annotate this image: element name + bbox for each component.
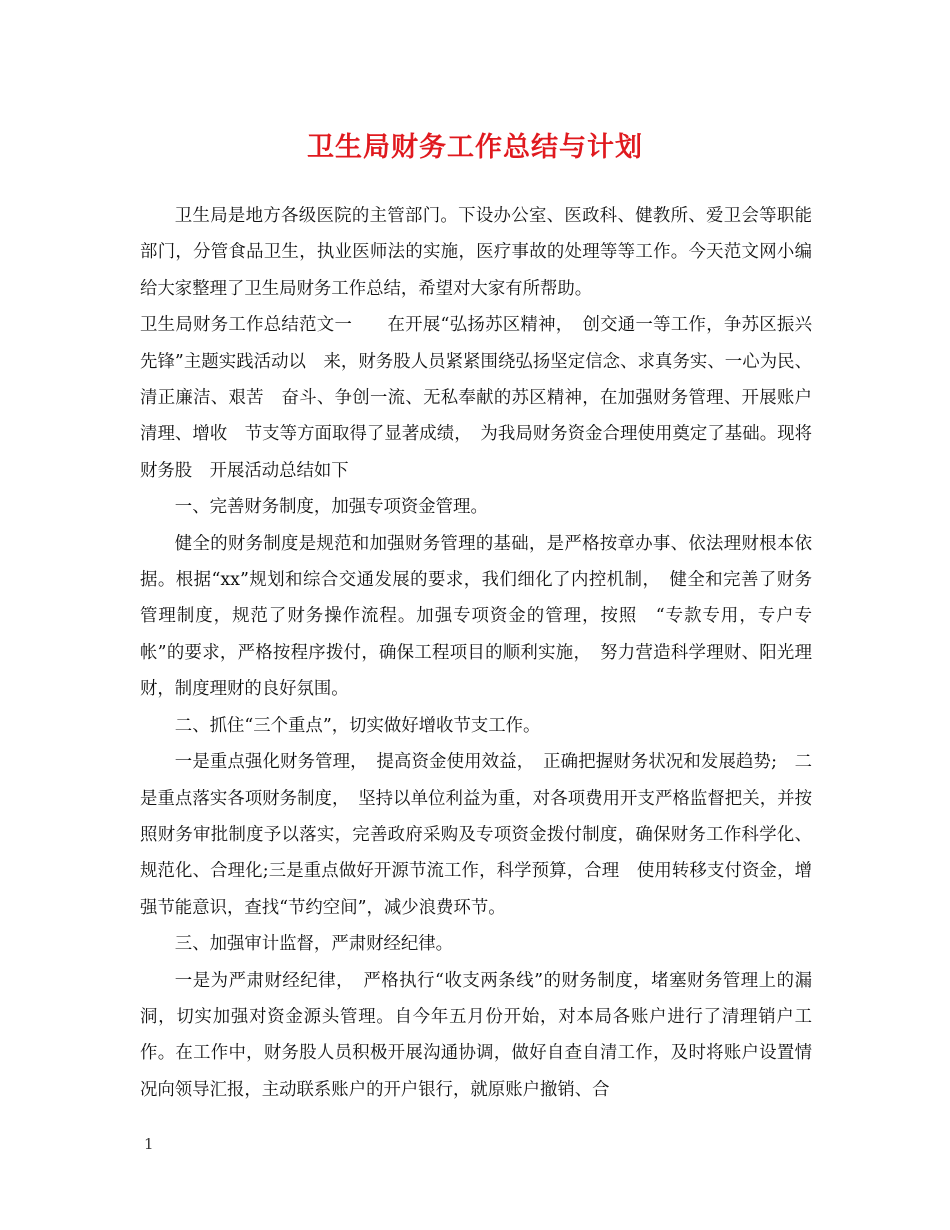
section-one-paragraph: 健全的财务制度是规范和加强财务管理的基础，是严格按章办事、依法理财根本依据。根据“xx”规划和综合交通发展的要求，我们细化了内控机制， 健全和完善了财务管理制度，规范了财务操作流程。加强专项资金的管理，按照 “专款专用，专户专帐”的要求，严格按程序拨付，确保工程项目的顺利实施， 努力营造科学理财、阳光理财，制度理财的良好氛围。 [140, 533, 812, 700]
section-three-paragraph: 一是为严肃财经纪律， 严格执行“收支两条线”的财务制度，堵塞财务管理上的漏洞，切实加强对资金源头管理。自今年五月份开始，对本局各账户进行了清理销户工作。在工作中，财务股人员积极开展沟通协调，做好自查自清工作，及时将账户设置情况向领导汇报，主动联系账户的开户银行，就原账户撤销、合 [140, 970, 812, 1100]
sample-one-paragraph: 卫生局财务工作总结范文一 在开展“弘扬苏区精神， 创交通一等工作，争苏区振兴先锋”主题实践活动以 来，财务股人员紧紧围绕弘扬坚定信念、求真务实、一心为民、清正廉洁、艰苦 奋斗、争创一流、无私奉献的苏区精神，在加强财务管理、开展账户清理、增收 节支等方面取得了显著成绩， 为我局财务资金合理使用奠定了基础。现将财务股 开展活动总结如下 [140, 315, 812, 481]
document-body [140, 198, 812, 1108]
document-title: 卫生局财务工作总结与计划 [307, 132, 643, 163]
page-number: 1 [144, 1135, 154, 1153]
section-heading-one: 一、完善财务制度，加强专项资金管理。 [174, 497, 488, 518]
section-heading-three: 三、加强审计监督，严肃财经纪律。 [174, 934, 454, 955]
section-heading-two: 二、抓住“三个重点”，切实做好增收节支工作。 [174, 715, 541, 736]
intro-paragraph: 卫生局是地方各级医院的主管部门。下设办公室、医政科、健教所、爱卫会等职能部门，分管食品卫生，执业医师法的实施，医疗事故的处理等等工作。今天范文网小编给大家整理了卫生局财务工作总结，希望对大家有所帮助。 [140, 206, 812, 299]
section-two-paragraph: 一是重点强化财务管理， 提高资金使用效益， 正确把握财务状况和发展趋势; 二是重点落实各项财务制度， 坚持以单位利益为重，对各项费用开支严格监督把关，并按照财务审批制度予以落实，完善政府采购及专项资金拨付制度，确保财务工作科学化、规范化、合理化;三是重点做好开源节流工作，科学预算，合理 使用转移支付资金，增强节能意识，查找“节约空间”，减少浪费环节。 [140, 752, 812, 918]
